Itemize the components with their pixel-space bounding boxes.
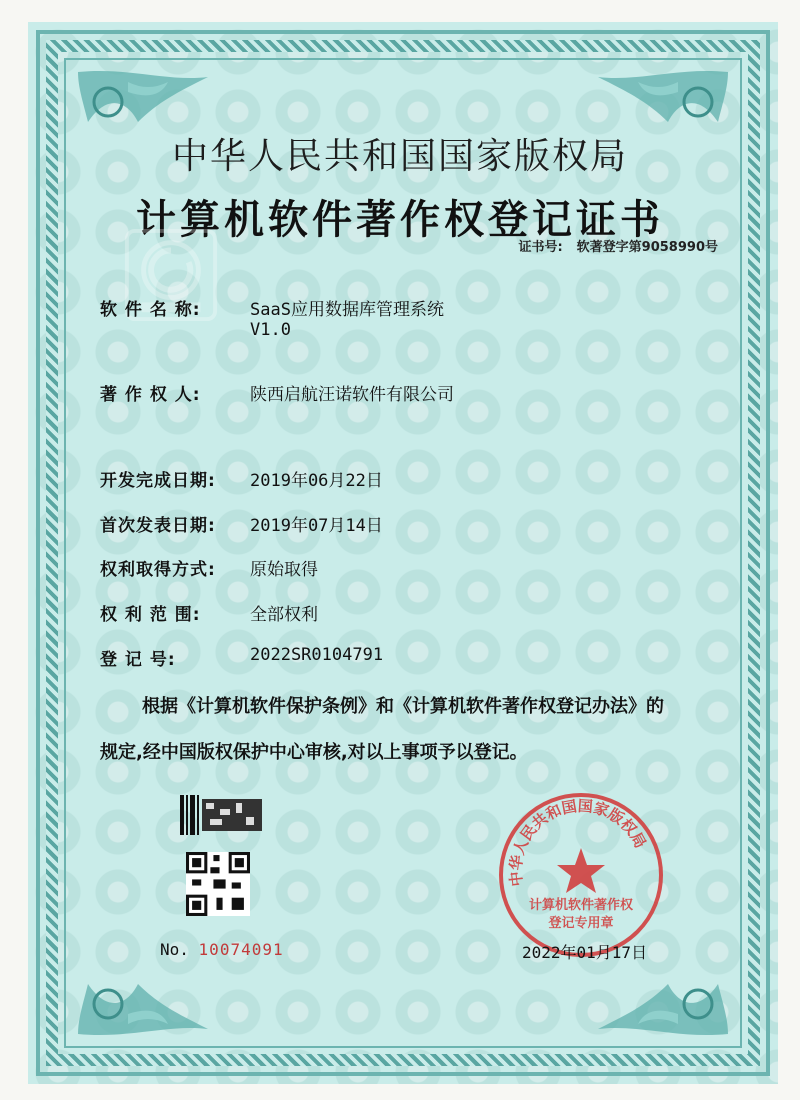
issuing-authority: 中华人民共和国国家版权局 <box>171 136 628 177</box>
seal-line1: 计算机软件著作权 <box>528 898 633 913</box>
software-name-value <box>250 295 444 340</box>
seal-ring-icon <box>496 790 666 960</box>
reg-no-row <box>100 645 383 670</box>
scope-value: 全部权利 <box>250 605 318 625</box>
acquire-value: 原始取得 <box>250 560 318 580</box>
serial-number <box>160 940 284 959</box>
software-name-line1: SaaS应用数据库管理系统 <box>250 300 444 320</box>
owner-value: 陕西启航汪诺软件有限公司 <box>250 385 454 405</box>
owner-label: 著 作 权 人: <box>100 385 201 405</box>
issue-date: 2022年01月17日 <box>522 943 648 962</box>
software-name-row <box>100 295 444 340</box>
official-seal <box>496 790 666 960</box>
certificate-number-value: 软著登字第9058990号 <box>576 240 718 255</box>
serial-value: 10074091 <box>198 940 284 959</box>
qr-code-icon <box>186 852 250 916</box>
reg-no-label: 登 记 号: <box>100 650 176 670</box>
seal-line2: 登记专用章 <box>548 916 614 931</box>
seal-arc-text: 中华人民共和国国家版权局 <box>506 796 650 888</box>
statement-line1: 根据《计算机软件保护条例》和《计算机软件著作权登记办法》的 <box>142 696 664 717</box>
statement-line2: 规定,经中国版权保护中心审核,对以上事项予以登记。 <box>100 742 528 763</box>
barcode-icon <box>180 795 266 835</box>
owner-row <box>100 380 454 405</box>
software-name-line2: V1.0 <box>250 320 291 340</box>
dev-date-row <box>100 466 383 491</box>
dev-date-value: 2019年06月22日 <box>250 471 383 491</box>
certificate-number-label: 证书号: <box>518 240 563 255</box>
reg-no-value: 2022SR0104791 <box>250 645 384 665</box>
pub-date-row <box>100 511 383 536</box>
scope-row <box>100 600 318 625</box>
dev-date-label: 开发完成日期: <box>100 471 216 491</box>
pub-date-label: 首次发表日期: <box>100 516 216 536</box>
software-name-label: 软 件 名 称: <box>100 300 201 320</box>
pub-date-value: 2019年07月14日 <box>250 516 383 536</box>
acquire-label: 权利取得方式: <box>100 560 216 580</box>
acquire-row <box>100 555 318 580</box>
certificate-number <box>518 236 718 255</box>
serial-prefix: No. <box>160 940 189 959</box>
scope-label: 权 利 范 围: <box>100 605 201 625</box>
certificate-title: 计算机软件著作权登记证书 <box>136 196 664 243</box>
